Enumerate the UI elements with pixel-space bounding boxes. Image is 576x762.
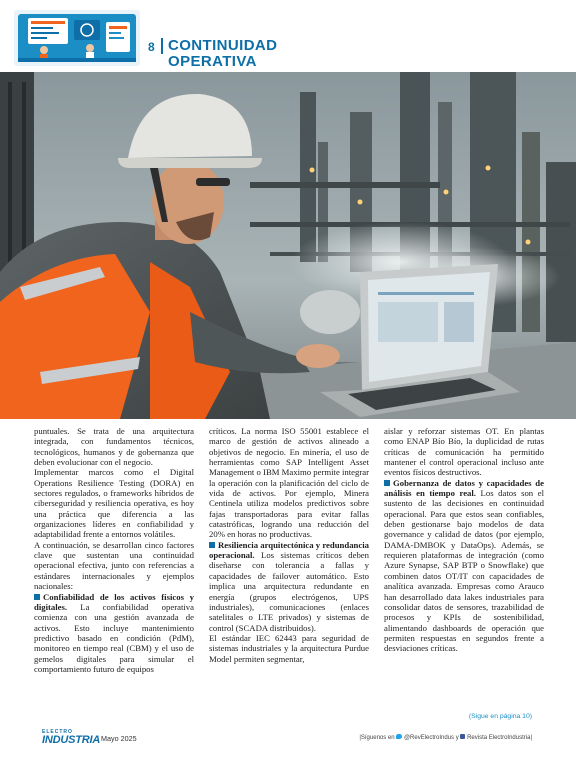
hero-photo	[0, 72, 576, 419]
industrial-plant-illustration	[0, 72, 576, 419]
paragraph: A continuación, se desarrollan cinco factores clave que sustentan una continuidad operacional efectiva, junto con referencias a estándares internacionales y ejemplos nacionales:	[34, 539, 194, 592]
paragraph-with-heading	[34, 592, 194, 675]
twitter-handle[interactable]: @RevElectroIndus	[403, 735, 455, 741]
section-title-line1: CONTINUIDAD	[168, 37, 278, 54]
section-title-line2: OPERATIVA	[168, 53, 257, 70]
bullet-square-icon	[34, 594, 40, 600]
paragraph: El estándar IEC 62443 para seguridad de sistemas industriales y la arquitectura Purdue Model permiten segmentar,	[209, 632, 369, 664]
issue-date: Mayo 2025	[101, 734, 137, 743]
subheading: Gobernanza de datos y capacidades de análisis en tiempo real.	[384, 477, 544, 499]
paragraph: aislar y reforzar sistemas OT. En plantas como ENAP Bío Bío, la duplicidad de rutas críticas de comunicación ha permitido mantener el control operacional incluso ante eventos físicos destructivos.	[384, 426, 544, 478]
logo-text: INDUSTRIA	[42, 734, 101, 746]
page-header	[0, 0, 576, 72]
social-prefix: |Síguenos en	[359, 735, 395, 741]
social-links	[359, 734, 532, 741]
header-illustration	[14, 10, 140, 66]
continued-on-page-link[interactable]: (Sigue en página 10)	[468, 713, 532, 720]
article-body	[34, 426, 544, 718]
paragraph-text: Los sistemas críticos deben diseñarse con tolerancia a fallas y capacidades de failover automático. Esto implica una arquitectura redundante en energía (grupos electrógenos, UPS industriales), comunicaciones (enlaces satelitales o LTE privados) y sistemas de control (SCADA distribuidos).	[209, 550, 369, 633]
bullet-square-icon	[384, 480, 390, 486]
paragraph-with-heading	[384, 478, 544, 654]
article-column-2	[209, 426, 369, 664]
bullet-square-icon	[209, 542, 215, 548]
social-and: y	[455, 735, 459, 741]
paragraph: Implementar marcos como el Digital Operations Resilience Testing (DORA) en sectores regulados, o frameworks híbridos de ciberseguridad y resiliencia operativa, es hoy una práctica que diferencia a las organizaciones líderes en confiabilidad y adaptabilidad frente a entornos volátiles.	[34, 467, 194, 540]
subheading: Confiabilidad de los activos físicos y digitales.	[34, 591, 194, 612]
paragraph: puntuales. Se trata de una arquitectura integrada, con fundamentos técnicos, tecnológicos, humanos y de gobernanza que deben evolucionar con el negocio.	[34, 426, 194, 468]
article-column-3	[384, 426, 544, 654]
header-divider	[161, 38, 163, 54]
subheading: Resiliencia arquitectónica y redundancia operacional.	[209, 539, 369, 561]
paragraph: críticos. La norma ISO 55001 establece el marco de gestión de activos alineado a objetivos de negocio. En minería, el uso de herramientas como SAP Intelligent Asset Management o IBM Maximo permite integrar la operación con la planificación del ciclo de vida de activos. Por ejemplo, Minera Centinela utiliza modelos predictivos sobre fajas transportadoras para evitar fallas catastróficas, logrando una reducción del 20% en horas no productivas.	[209, 426, 369, 540]
paragraph-text: Los datos son el sustento de las decisiones en continuidad operacional. Para que estos sean confiables, deben gestionarse bajo modelos de data governance y calidad de datos (por ejemplo, DAMA-DMBOK y DataOps). Además, se requieren plataformas de integración (como Azure Synapse, SAP BTP o Snowflake) que combinen datos OT/IT con capacidades de analítica avanzada. Empresas como Arauco han desarrollado data lakes industriales para consolidar datos de sensores, trazabilidad de procesos y KPIs de sostenibilidad, alimentando dashboards de operación que permiten respuestas en segundos frente a desviaciones críticas.	[384, 488, 544, 654]
paragraph-with-heading	[209, 540, 369, 633]
magazine-logo	[42, 730, 100, 746]
page-number: 8	[148, 40, 155, 54]
facebook-icon[interactable]	[460, 734, 465, 739]
article-column-1	[34, 426, 194, 674]
facebook-handle[interactable]: Revista ElectroIndustria|	[467, 735, 532, 741]
logo-small-text: ELECTRO	[42, 729, 73, 735]
twitter-icon[interactable]	[396, 734, 402, 739]
paragraph-text: La confiabilidad operativa comienza con una gestión avanzada de activos. Esto incluye mantenimiento predictivo basado en condición (PdM), monitoreo en tiempo real (CBM) y el uso de gemelos digitales para simular el comportamiento futuro de equipos	[34, 601, 194, 674]
